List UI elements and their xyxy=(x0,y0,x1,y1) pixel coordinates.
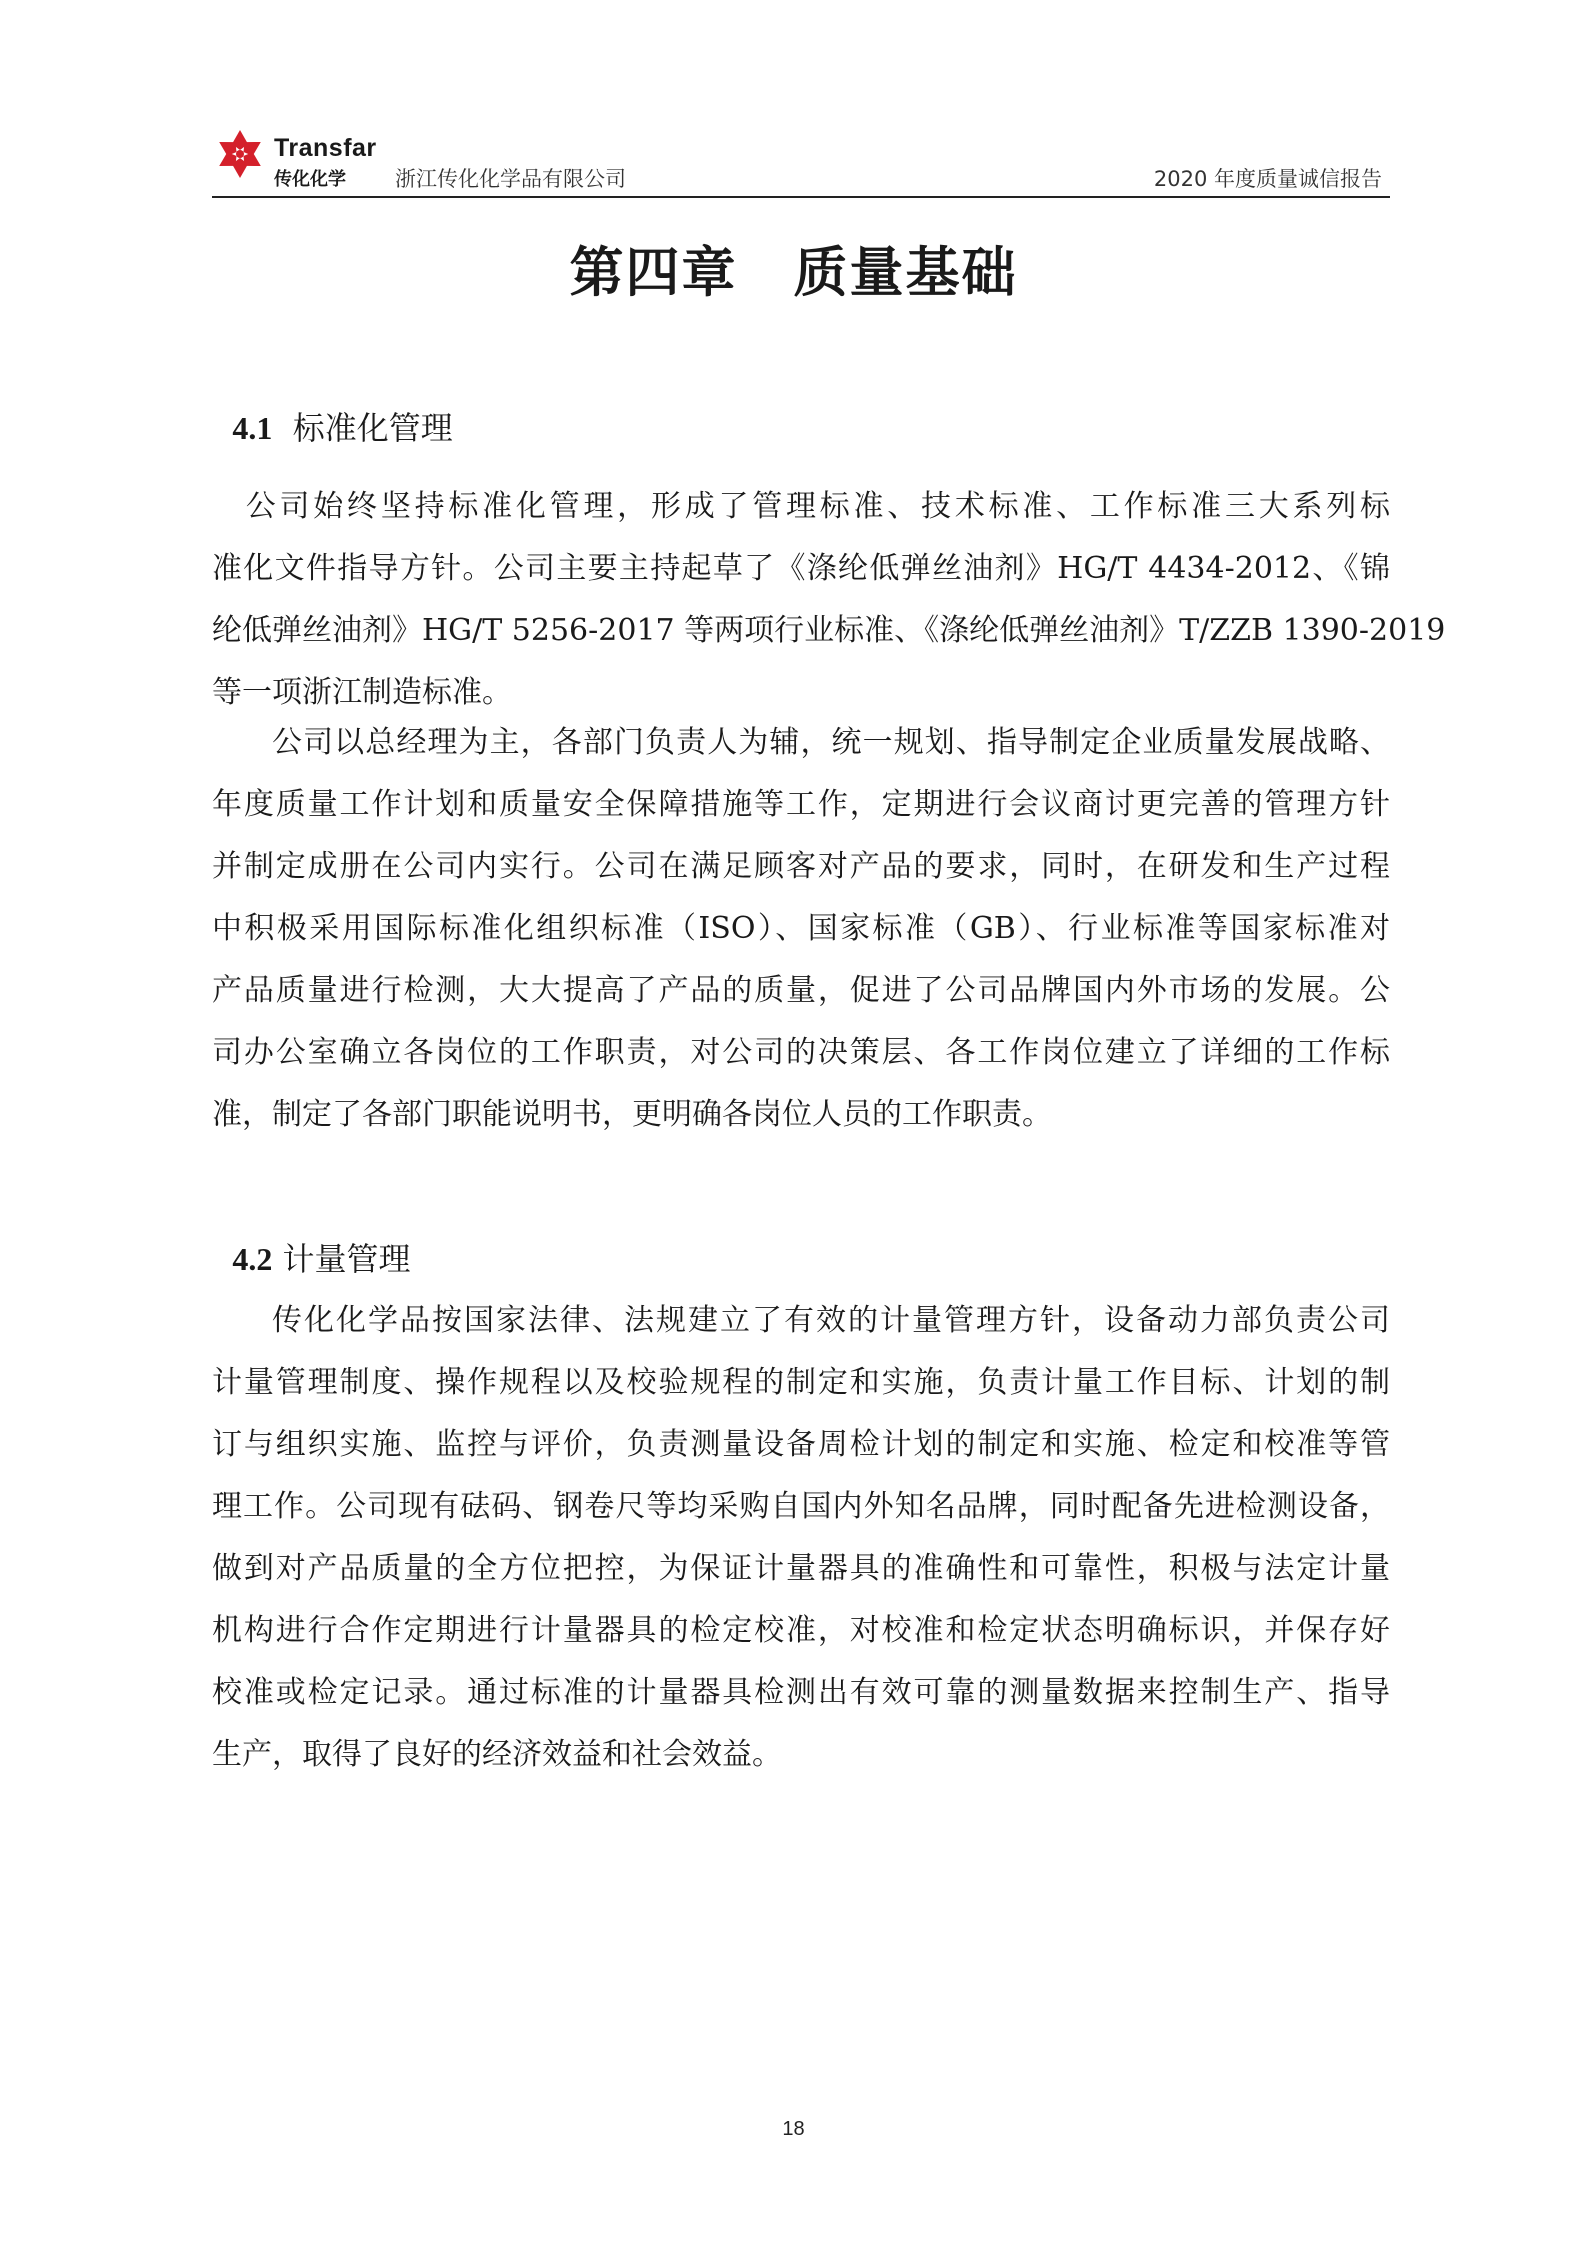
text-line: 产品质量进行检测，大大提高了产品的质量，促进了公司品牌国内外市场的发展。公 xyxy=(212,973,1390,1008)
page-header xyxy=(212,118,1390,198)
text-line: 等一项浙江制造标准。 xyxy=(212,675,512,710)
text-line: 传化化学品按国家法律、法规建立了有效的计量管理方针，设备动力部负责公司 xyxy=(272,1303,1390,1338)
text-line: 订与组织实施、监控与评价，负责测量设备周检计划的制定和实施、检定和校准等管 xyxy=(212,1427,1390,1462)
section-number: 4.2 xyxy=(232,1241,273,1277)
brand-name-en: Transfar xyxy=(274,134,377,162)
paragraph-4-1-2 xyxy=(212,712,1390,1146)
section-title: 标准化管理 xyxy=(292,409,453,447)
text-line: 校准或检定记录。通过标准的计量器具检测出有效可靠的测量数据来控制生产、指导 xyxy=(212,1675,1390,1710)
section-number: 4.1 xyxy=(232,410,273,446)
page-number: 18 xyxy=(782,2118,805,2140)
text-line: 做到对产品质量的全方位把控，为保证计量器具的准确性和可靠性，积极与法定计量 xyxy=(212,1551,1390,1586)
text-line: 年度质量工作计划和质量安全保障措施等工作，定期进行会议商讨更完善的管理方针 xyxy=(212,787,1390,822)
text-line: 并制定成册在公司内实行。公司在满足顾客对产品的要求，同时，在研发和生产过程 xyxy=(212,849,1390,884)
text-line: 公司以总经理为主，各部门负责人为辅，统一规划、指导制定企业质量发展战略、 xyxy=(272,725,1390,760)
section-title: 计量管理 xyxy=(282,1240,411,1278)
chapter-title: 第四章 质量基础 xyxy=(569,241,1018,304)
text-line: 理工作。公司现有砝码、钢卷尺等均采购自国内外知名品牌，同时配备先进检测设备， xyxy=(212,1489,1390,1524)
text-line: 公司始终坚持标准化管理，形成了管理标准、技术标准、工作标准三大系列标 xyxy=(212,489,1390,524)
text-line: 纶低弹丝油剂》HG/T 5256-2017 等两项行业标准、《涤纶低弹丝油剂》T/ZZB 1390-2019 xyxy=(212,613,1446,648)
paragraph-4-1-1 xyxy=(212,476,1446,724)
section-heading-4-1 xyxy=(212,365,453,449)
transfar-logo-icon xyxy=(212,126,268,182)
text-line: 中积极采用国际标准化组织标准（ISO）、国家标准（GB）、行业标准等国家标准对 xyxy=(212,911,1390,946)
report-title: 2020 年度质量诚信报告 xyxy=(1153,167,1382,191)
text-line: 生产，取得了良好的经济效益和社会效益。 xyxy=(212,1737,782,1772)
text-line: 司办公室确立各岗位的工作职责，对公司的决策层、各工作岗位建立了详细的工作标 xyxy=(212,1035,1390,1070)
paragraph-4-2-1 xyxy=(212,1290,1390,1786)
text-line: 准化文件指导方针。公司主要主持起草了《涤纶低弹丝油剂》HG/T 4434-2012、《锦 xyxy=(212,551,1390,586)
text-line: 计量管理制度、操作规程以及校验规程的制定和实施，负责计量工作目标、计划的制 xyxy=(212,1365,1390,1400)
section-heading-4-2 xyxy=(212,1196,411,1280)
text-line: 机构进行合作定期进行计量器具的检定校准，对校准和检定状态明确标识，并保存好 xyxy=(212,1613,1390,1648)
brand-name-cn: 传化化学 xyxy=(274,169,346,190)
company-name: 浙江传化化学品有限公司 xyxy=(395,167,626,191)
text-line: 准，制定了各部门职能说明书，更明确各岗位人员的工作职责。 xyxy=(212,1097,1052,1132)
